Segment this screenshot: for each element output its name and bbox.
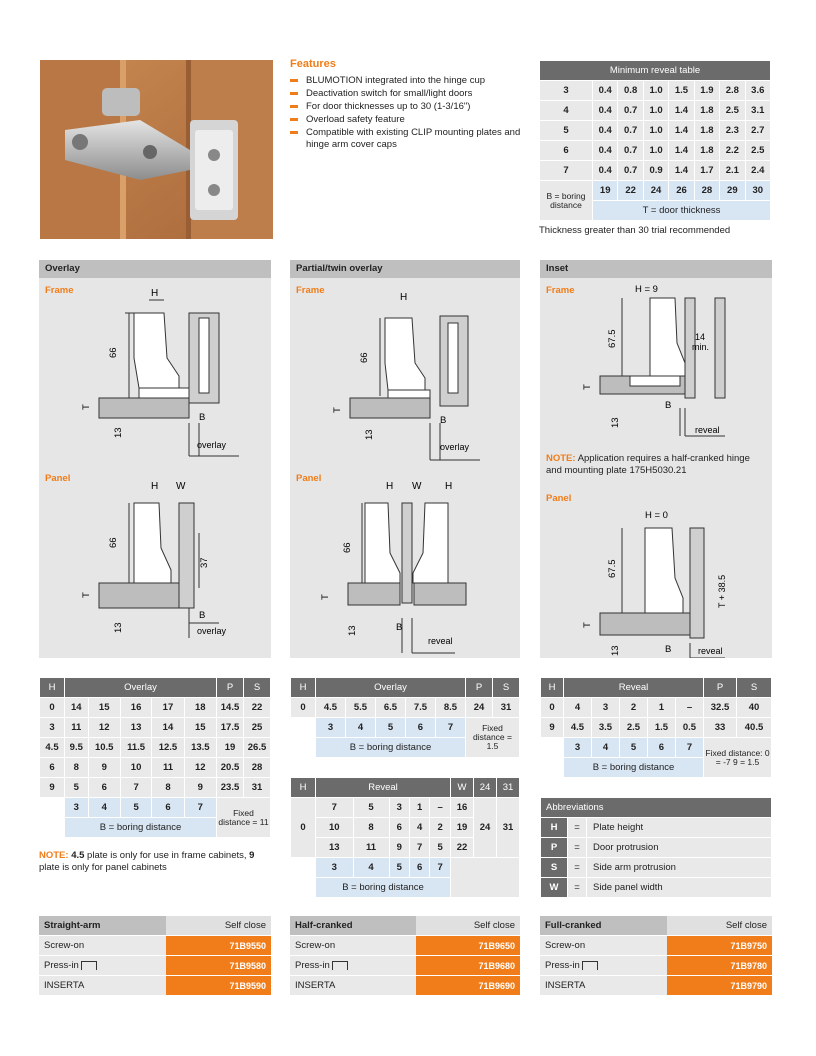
table-row: Screw-on 71B9550: [39, 936, 271, 956]
press-in-icon: [332, 961, 348, 970]
inset-data-table: H Reveal P S 0 4 3 2 1 – 32.5 40 9 4.5 3.5 2.5 1.5 0.5 33 40.5 3 4 5 6 7 Fixed distance: 0 = -7 9 = 1.5 B = boring distance: [540, 677, 772, 778]
table-row: 0 14 15 16 17 18 14.5 22: [40, 698, 271, 718]
svg-text:reveal: reveal: [698, 646, 723, 656]
table-row: Press-in 71B9580: [39, 956, 271, 976]
svg-text:T + 38.5: T + 38.5: [717, 574, 727, 608]
svg-text:13: 13: [113, 427, 124, 438]
panel-title: Overlay: [39, 260, 271, 278]
partial-overlay-diagram: [290, 278, 520, 658]
svg-text:13: 13: [610, 417, 621, 428]
inset-note: NOTE: Application requires a half-cranked hinge and mounting plate 175H5030.21: [546, 453, 750, 476]
panel-title: Partial/twin overlay: [290, 260, 520, 278]
svg-text:T: T: [320, 594, 331, 600]
table-row: 5 0.4 0.7 1.0 1.4 1.8 2.3 2.7: [540, 121, 771, 141]
panel-label: Panel: [45, 473, 71, 484]
svg-text:H: H: [386, 481, 394, 492]
table-row: S = Side arm protrusion: [541, 858, 772, 878]
svg-text:H = 9: H = 9: [635, 284, 658, 295]
table-row: 3 11 12 13 14 15 17.5 25: [40, 718, 271, 738]
table-row: 0 4.5 5.5 6.5 7.5 8.5 24 31: [291, 698, 520, 718]
svg-text:13: 13: [347, 625, 358, 636]
svg-text:overlay: overlay: [440, 442, 470, 452]
table-row: 9 5 6 7 8 9 23.5 31: [40, 778, 271, 798]
partial-overlay-data-table: H Overlay P S 0 4.5 5.5 6.5 7.5 8.5 24 31 3 4 5 6 7 Fixed distance = 1.5 B = boring distance: [290, 677, 520, 758]
svg-text:W: W: [412, 481, 422, 492]
svg-text:T: T: [582, 622, 593, 628]
straight-arm-order-table: Straight-arm Self close Screw-on 71B9550 Press-in 71B9580 INSERTA 71B9590: [39, 916, 271, 996]
svg-text:overlay: overlay: [197, 440, 227, 450]
svg-text:67.5: 67.5: [607, 329, 618, 348]
svg-text:B: B: [665, 644, 672, 655]
frame-label: Frame: [45, 285, 74, 296]
table-row: INSERTA 71B9790: [540, 976, 772, 996]
table-row: INSERTA 71B9690: [290, 976, 520, 996]
svg-text:B: B: [199, 610, 206, 621]
table-row: 6 8 9 10 11 12 20.5 28: [40, 758, 271, 778]
table-row: Press-in 71B9780: [540, 956, 772, 976]
frame-label: Frame: [546, 285, 575, 296]
inset-panel: [540, 260, 772, 658]
svg-text:H: H: [400, 292, 408, 303]
table-row: 10 8 6 4 2 19: [291, 818, 520, 838]
overlay-panel: [39, 260, 271, 658]
svg-text:W: W: [176, 481, 186, 492]
svg-text:reveal: reveal: [428, 636, 453, 646]
svg-text:13: 13: [113, 622, 124, 633]
table-row: 4 0.4 0.7 1.0 1.4 1.8 2.5 3.1: [540, 101, 771, 121]
panel-title: Inset: [540, 260, 772, 278]
table-row: 0 4 3 2 1 – 32.5 40: [541, 698, 772, 718]
svg-text:T: T: [332, 407, 343, 413]
inset-diagram: [540, 278, 772, 658]
full-cranked-order-table: Full-cranked Self close Screw-on 71B9750 Press-in 71B9780 INSERTA 71B9790: [540, 916, 772, 996]
press-in-icon: [582, 961, 598, 970]
reveal-table-title: Minimum reveal table: [540, 61, 771, 81]
svg-text:66: 66: [342, 542, 353, 553]
svg-text:reveal: reveal: [695, 425, 720, 435]
svg-text:H = 0: H = 0: [645, 510, 668, 521]
feature-item: BLUMOTION integrated into the hinge cup: [290, 75, 535, 87]
table-row: B = boring distance 19 22 24 26 28 29 30: [540, 181, 771, 201]
table-row: 13 11 9 7 5 22: [291, 838, 520, 858]
panel-label: Panel: [296, 473, 322, 484]
svg-text:T: T: [81, 592, 92, 598]
panel-label: Panel: [546, 493, 572, 504]
table-row: H = Plate height: [541, 818, 772, 838]
table-row: 4.5 9.5 10.5 11.5 12.5 13.5 19 26.5: [40, 738, 271, 758]
table-row: Press-in 71B9680: [290, 956, 520, 976]
svg-text:B: B: [440, 415, 447, 426]
partial-overlay-panel: [290, 260, 520, 658]
table-row: 3 0.4 0.8 1.0 1.5 1.9 2.8 3.6: [540, 81, 771, 101]
table-row: P = Door protrusion: [541, 838, 772, 858]
svg-text:66: 66: [108, 347, 119, 358]
feature-item: For door thicknesses up to 30 (1-3/16"): [290, 101, 535, 113]
table-row: Screw-on 71B9650: [290, 936, 520, 956]
svg-text:66: 66: [359, 352, 370, 363]
svg-text:14: 14: [695, 332, 706, 342]
overlay-diagram: [39, 278, 271, 658]
table-row: Screw-on 71B9750: [540, 936, 772, 956]
svg-text:B: B: [396, 622, 403, 633]
table-row: 6 0.4 0.7 1.0 1.4 1.8 2.2 2.5: [540, 141, 771, 161]
table-row: W = Side panel width: [541, 878, 772, 898]
frame-label: Frame: [296, 285, 325, 296]
feature-item: Compatible with existing CLIP mounting plates and hinge arm cover caps: [290, 127, 535, 150]
overlay-data-table: H Overlay P S 0 14 15 16 17 18 14.5 22 3 11 12 13 14 15 17.5 25 4.5 9.5 10.5 11.5 12.5 13.5 19 26.5 6 8 9 10 11 12 20.5 28 9 5 6 7 8 9 23.5 31 3 4 5 6 7 Fixed distance = 11 B = boring distance NOTE: 4.5 plate is only for use in frame cabinets, 9 plate is only for panel cabinets: [39, 677, 271, 874]
svg-text:T: T: [81, 404, 92, 410]
table-row: 9 4.5 3.5 2.5 1.5 0.5 33 40.5: [541, 718, 772, 738]
overlay-note: NOTE: 4.5 plate is only for use in frame cabinets, 9 plate is only for panel cabinets: [39, 850, 255, 873]
abbreviations-table: Abbreviations H = Plate height P = Door protrusion S = Side arm protrusion W = Side panel width: [540, 797, 772, 898]
svg-text:13: 13: [610, 645, 621, 656]
svg-text:67.5: 67.5: [607, 559, 618, 578]
feature-item: Deactivation switch for small/light doors: [290, 88, 535, 100]
svg-text:66: 66: [108, 537, 119, 548]
table-row: 7 0.4 0.7 0.9 1.4 1.7 2.1 2.4: [540, 161, 771, 181]
svg-text:H: H: [151, 481, 159, 492]
table-row: 0 7 5 3 1 – 16 24 31: [291, 798, 520, 818]
features-title: Features: [290, 58, 336, 70]
hinge-product-photo: [40, 60, 273, 239]
minimum-reveal-table: Minimum reveal table 3 0.4 0.8 1.0 1.5 1.9 2.8 3.6 4 0.4 0.7 1.0 1.4 1.8 2.5 3.1 5 0.4 0.7 1.0 1.4 1.8 2.3 2.7 6 0.4 0.7 1.0 1.4 1.8 2.2 2.5 7 0.4 0.7 0.9 1.4 1.7 2.1 2.4 B = boring distance 19 22 24 26 28 29 30 T = door thickness Thickness greater than 30 trial recommended: [539, 60, 771, 236]
feature-item: Overload safety feature: [290, 114, 535, 126]
svg-text:B: B: [665, 400, 672, 411]
half-cranked-order-table: Half-cranked Self close Screw-on 71B9650 Press-in 71B9680 INSERTA 71B9690: [290, 916, 520, 996]
reveal-table-footnote: Thickness greater than 30 trial recommended: [539, 225, 731, 236]
press-in-icon: [81, 961, 97, 970]
svg-text:37: 37: [199, 557, 210, 568]
features-section: [290, 58, 535, 152]
svg-text:13: 13: [364, 429, 375, 440]
svg-text:overlay: overlay: [197, 626, 227, 636]
svg-text:T: T: [582, 384, 593, 390]
partial-reveal-data-table: H Reveal W 24 31 0 7 5 3 1 – 16 24 31 10 8 6 4 2 19 13 11 9 7 5 22 3 4 5 6 7 B = boring distance: [290, 777, 520, 898]
svg-text:H: H: [445, 481, 453, 492]
svg-text:min.: min.: [692, 342, 710, 352]
svg-text:B: B: [199, 412, 206, 423]
table-row: INSERTA 71B9590: [39, 976, 271, 996]
svg-text:H: H: [151, 288, 159, 299]
